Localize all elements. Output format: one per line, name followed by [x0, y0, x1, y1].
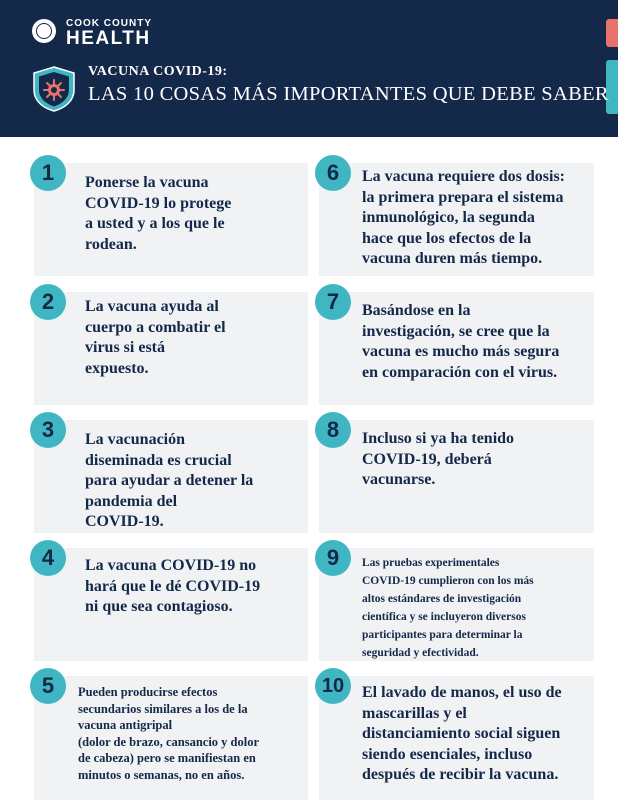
item-number-badge: 6	[315, 155, 351, 191]
item-number-badge: 5	[30, 668, 66, 704]
item-text: La vacunación diseminada es crucial para ayudar a detener la pandemia del COVID-19.	[85, 431, 254, 530]
accent-tab-red	[606, 19, 618, 47]
item-number-badge: 4	[30, 540, 66, 576]
item-number-badge: 10	[315, 668, 351, 704]
item-text: El lavado de manos, el uso de mascarillas y el distanciamiento social siguen siendo esenciales, incluso después de recibir la vacuna.	[362, 684, 562, 783]
page-title: LAS 10 COSAS MÁS IMPORTANTES QUE DEBE SABER	[88, 83, 609, 105]
item-number-badge: 1	[30, 155, 66, 191]
item-card-4	[34, 545, 308, 661]
title-line-1: VACUNA COVID-19:	[88, 64, 228, 79]
item-number-badge: 7	[315, 284, 351, 320]
item-number-badge: 8	[315, 412, 351, 448]
item-number-badge: 9	[315, 540, 351, 576]
header-banner	[0, 0, 618, 137]
virus-shield-icon	[32, 66, 76, 112]
item-text: La vacuna requiere dos dosis: la primera prepara el sistema inmunológico, la segunda hace que los efectos de la vacuna duren más tiempo.	[362, 168, 565, 267]
item-text: La vacuna ayuda al cuerpo a combatir el virus si está expuesto.	[85, 298, 226, 377]
item-card-9	[319, 545, 594, 661]
item-card-1	[34, 160, 308, 276]
logo-line-1: COOK COUNTY	[66, 18, 152, 29]
logo-line-2: HEALTH	[66, 28, 151, 49]
item-text: Ponerse la vacuna COVID-19 lo protege a usted y a los que le rodean.	[85, 174, 232, 253]
item-text: Pueden producirse efectos secundarios similares a los de la vacuna antigripal (dolor de brazo, cansancio y dolor de cabeza) pero se manifiestan en minutos o semanas, no en años.	[78, 685, 260, 782]
item-card-3	[34, 417, 308, 533]
item-card-7	[319, 289, 594, 405]
item-card-5	[34, 673, 308, 800]
logo	[66, 18, 152, 48]
item-card-8	[319, 417, 594, 533]
item-card-10	[319, 676, 594, 800]
item-card-6	[319, 160, 594, 276]
item-card-2	[34, 289, 308, 405]
item-text: Basándose en la investigación, se cree que la vacuna es mucho más segura en comparación con el virus.	[362, 302, 560, 381]
item-text: La vacuna COVID-19 no hará que le dé COVID-19 ni que sea contagioso.	[85, 557, 261, 615]
item-number-badge: 2	[30, 284, 66, 320]
item-text: Incluso si ya ha tenido COVID-19, deberá vacunarse.	[362, 430, 515, 488]
item-number-badge: 3	[30, 412, 66, 448]
county-seal-icon	[32, 19, 56, 43]
item-text: Las pruebas experimentales COVID-19 cumplieron con los más altos estándares de investigación científica y se incluyeron diversos participantes para determinar la seguridad y efectividad.	[362, 557, 534, 659]
